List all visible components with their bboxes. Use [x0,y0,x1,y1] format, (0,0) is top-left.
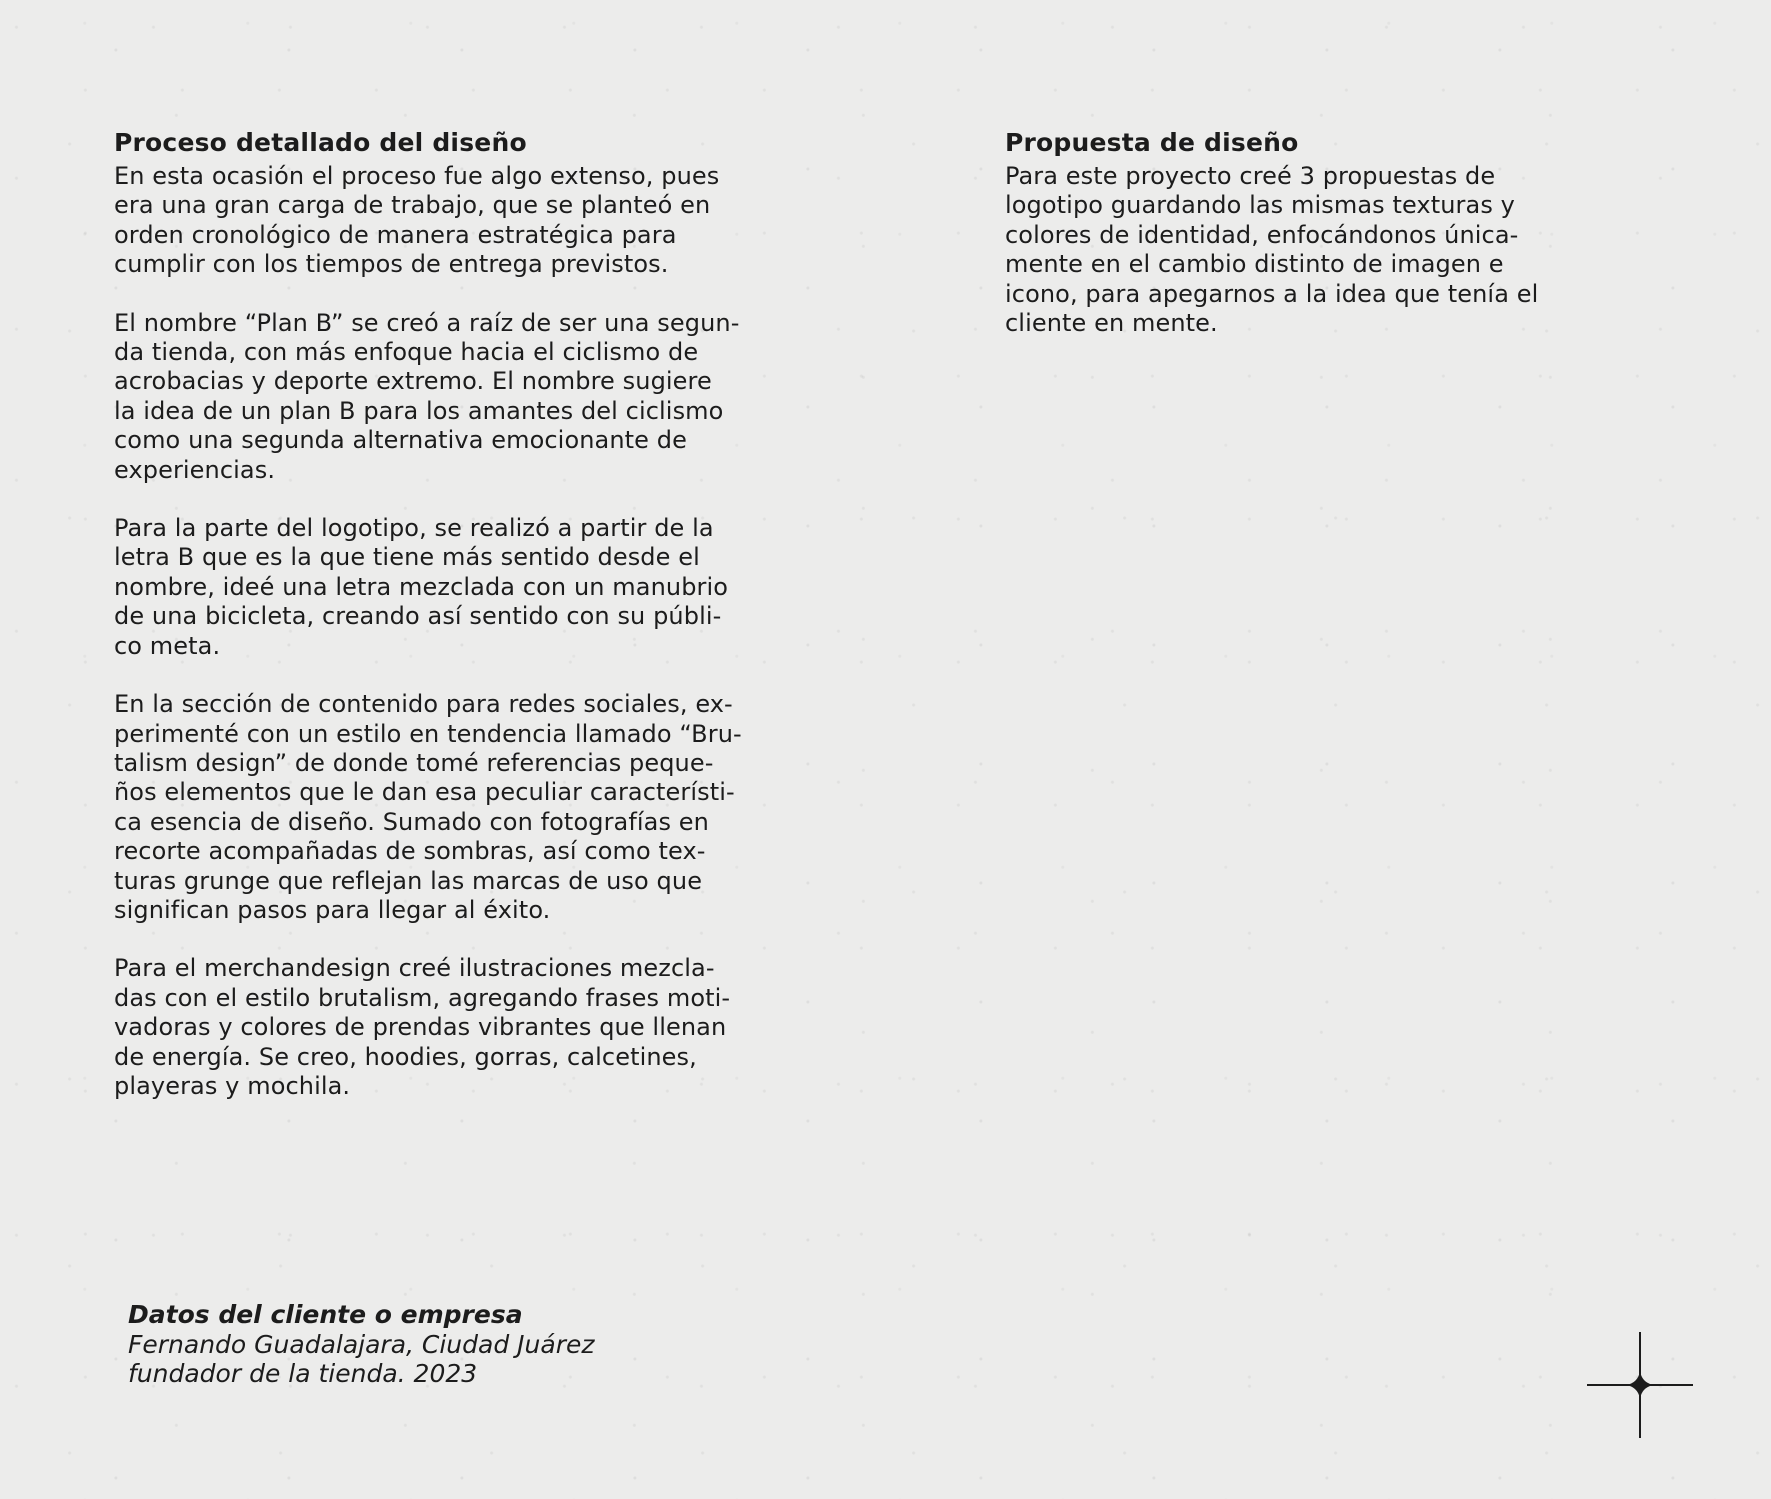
paragraph [1005,162,1655,338]
text-line: logotipo guardando las mismas texturas y [1005,191,1515,220]
text-line: Para la parte del logotipo, se realizó a partir de la [114,514,714,543]
text-line: En esta ocasión el proceso fue algo extenso, pues [114,162,720,190]
client-info-line: fundador de la tienda. 2023 [128,1359,478,1388]
text-line: colores de identidad, enfocándonos única- [1005,220,1519,249]
text-line: das con el estilo brutalism, agregando frases moti- [114,983,731,1012]
text-line: significan pasos para llegar al éxito. [114,895,551,924]
proposal-paragraphs [1005,162,1655,338]
text-line: perimenté con un estilo en tendencia llamado “Bru- [114,719,742,748]
text-line: co meta. [114,631,221,660]
paragraph [114,690,874,925]
text-line: cumplir con los tiempos de entrega previstos. [114,250,669,279]
text-line: turas grunge que reflejan las marcas de uso que [114,866,703,895]
text-line: En la sección de contenido para redes sociales, ex- [114,690,733,719]
right-column [1005,128,1655,367]
section-heading-process: Proceso detallado del diseño [114,128,527,157]
text-line: icono, para apegarnos a la idea que tenía el [1005,279,1539,308]
client-info-title: Datos del cliente o empresa [128,1300,523,1329]
text-line: Para el merchandesign creé ilustraciones mezcla- [114,954,715,983]
paragraph [114,162,874,280]
text-line: da tienda, con más enfoque hacia el ciclismo de [114,338,699,367]
text-line: era una gran carga de trabajo, que se planteó en [114,191,711,220]
text-line: cliente en mente. [1005,309,1218,338]
text-line: acrobacias y deporte extremo. El nombre sugiere [114,367,712,396]
paragraph [114,309,874,485]
text-line: nombre, ideé una letra mezclada con un manubrio [114,572,729,601]
section-heading-proposal: Propuesta de diseño [1005,128,1299,157]
text-line: vadoras y colores de prendas vibrantes que llenan [114,1013,727,1042]
text-line: ños elementos que le dan esa peculiar característi- [114,778,735,807]
text-line: ca esencia de diseño. Sumado con fotografías en [114,807,709,836]
text-line: letra B que es la que tiene más sentido desde el [114,543,700,572]
text-line: como una segunda alternativa emocionante de [114,426,687,455]
paragraph [114,954,874,1101]
client-info-line: Fernando Guadalajara, Ciudad Juárez [128,1330,595,1359]
text-line: experiencias. [114,455,276,484]
text-line: Para este proyecto creé 3 propuestas de [1005,162,1496,190]
left-column [114,128,874,1130]
text-line: de energía. Se creo, hoodies, gorras, calcetines, [114,1042,697,1071]
text-line: talism design” de donde tomé referencias peque- [114,748,714,777]
four-point-star-icon [1587,1332,1693,1438]
text-line: recorte acompañadas de sombras, así como tex- [114,837,706,866]
paragraph [114,514,874,661]
text-line: la idea de un plan B para los amantes del ciclismo [114,396,724,425]
text-line: El nombre “Plan B” se creó a raíz de ser una segun- [114,308,740,337]
text-line: de una bicicleta, creando así sentido con su públi- [114,602,722,631]
text-line: orden cronológico de manera estratégica para [114,220,677,249]
process-paragraphs [114,162,874,1101]
text-line: playeras y mochila. [114,1071,351,1100]
client-info [128,1300,728,1388]
text-line: mente en el cambio distinto de imagen e [1005,250,1504,279]
